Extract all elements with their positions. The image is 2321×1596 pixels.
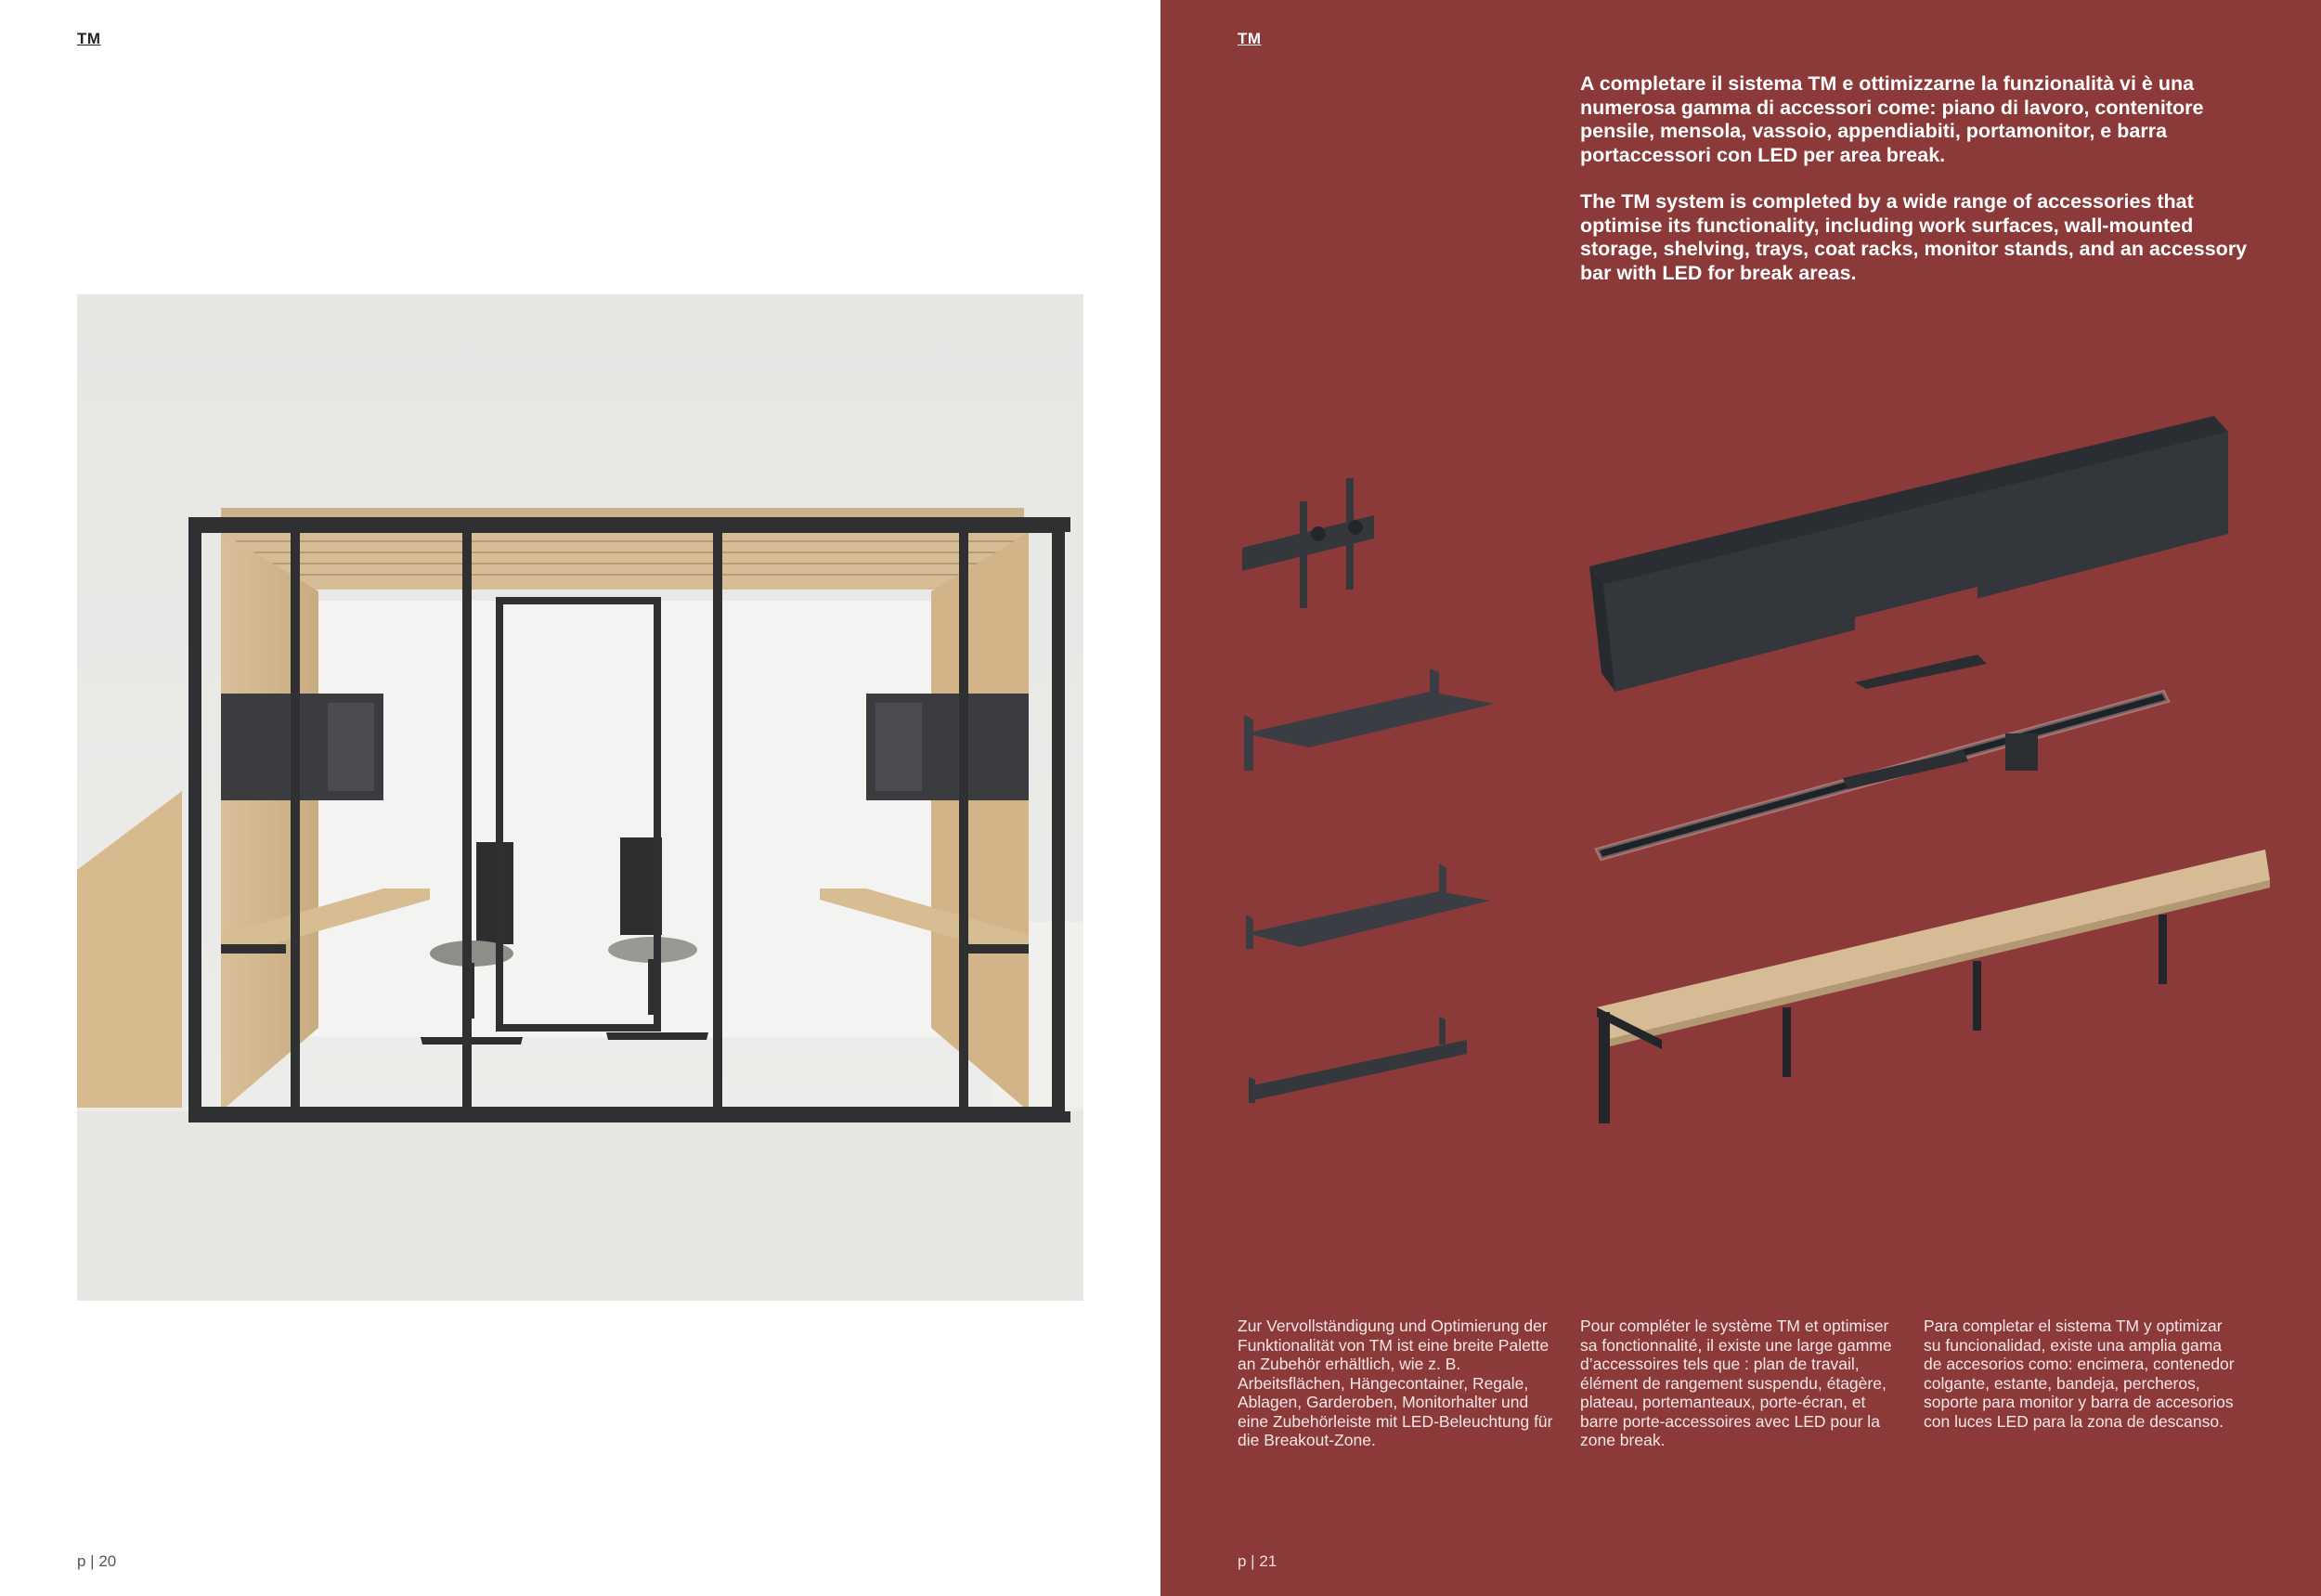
shelf-2 [1246, 863, 1490, 949]
text-spanish: Para completar el sistema TM y optimizar su funcionalidad, existe una amplia gama de accesorios como: encimera, contenedor colgante, estante, bandeja, percheros, soporte para monitor y barra de accesorios con luces LED para la zona de descanso. [1924, 1317, 2235, 1431]
left-page [0, 0, 1160, 1596]
text-french: Pour compléter le système TM et optimiser sa fonctionnalité, il existe une large gamme d’accessoires tels que : plan de travail, élément de rangement suspendu, étagère, plateau, portemanteaux, porte-écran, et barre porte-accessoires avec LED pour la zone break. [1580, 1317, 1892, 1449]
monitor-bracket [1242, 478, 1374, 608]
intro-english: The TM system is completed by a wide range of accessories that optimise its functionality, including work surfaces, wall-mounted storage, shelving, trays, coat racks, monitor stands, and an accessory bar with LED for break areas. [1580, 190, 2248, 284]
page-number: p | 20 [77, 1552, 117, 1570]
page-header: TM [77, 30, 101, 47]
pod-photo [77, 294, 1083, 1301]
wall-cabinet [1589, 416, 2228, 692]
led-bar [1597, 692, 2168, 859]
worktop [1597, 850, 2270, 1123]
text-german: Zur Vervollständigung und Optimierung der Funktionalität von TM ist eine breite Palette an Zubehör erhältlich, wie z. B. Arbeitsflächen, Hängecontainer, Regale, Ablagen, Garderoben, Monitorhalter und eine Zubehörleiste mit LED-Beleuchtung für die Breakout-Zone. [1238, 1317, 1553, 1449]
accessories-illustration [1160, 0, 2321, 1207]
intro-italian: A completare il sistema TM e ottimizzarne la funzionalità vi è una numerosa gamma di accessori come: piano di lavoro, contenitore pensile, mensola, vassoio, appendiabiti, portamonitor, e barra portaccessori con LED per area break. [1580, 72, 2204, 166]
right-page [1160, 0, 2321, 1596]
page-number: p | 21 [1238, 1552, 1277, 1570]
tray [1249, 1017, 1467, 1103]
shelf-1 [1244, 668, 1495, 771]
page-header: TM [1238, 30, 1262, 47]
